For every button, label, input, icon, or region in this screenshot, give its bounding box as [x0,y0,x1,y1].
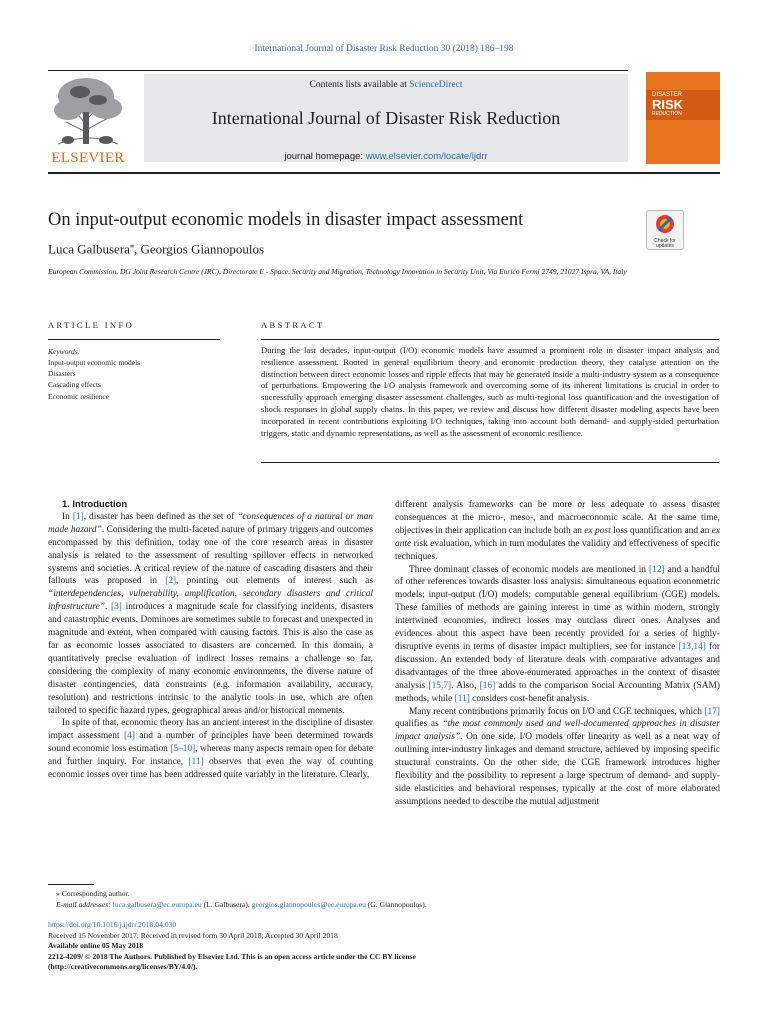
journal-masthead [144,74,628,162]
journal-title: International Journal of Disaster Risk Reduction [211,108,561,128]
available-online: Available online 05 May 2018 [48,941,144,951]
journal-reference[interactable]: International Journal of Disaster Risk Reduction 30 (2018) 186–198 [254,44,514,54]
paper-title: On input-output economic models in disaster impact assessment [48,210,524,230]
license-url[interactable]: (http://creativecommons.org/licenses/BY/4.0/). [48,962,198,972]
citation-link[interactable]: [11] [454,693,470,704]
check-for-updates-badge[interactable] [646,210,684,250]
citation-link[interactable]: [1] [72,511,84,522]
body-right-column [395,499,720,809]
corresponding-author-note: ⁎ Corresponding author. [56,889,130,898]
author-separator: , [133,241,141,257]
citation-link[interactable]: [2] [165,576,177,587]
citation-link[interactable]: [17] [704,706,720,717]
abstract-text: During the last decades, input-output (I/O) economic models have assumed a prominent role in disaster impact analysis and resilience assessment. Rooted in general equilibrium theory and economic production theory, they catalyse attention on the distinction between direct economic losses and ripple effects that may be generated inside a multi-industry system as a consequence of perturbations. Empowering the I/O analysis framework and overcoming some of its inherent limitations is crucial in order to successfully approach emerging disaster assessment challenges, such as multi-regional loss quantification and the investigation of shock responses in global supply chains. In this paper, we review and discuss how different disaster modeling aspects have been incorporated in recent contributions exploiting I/O techniques, taking into account both demand- and supply-sided perturbation triggers, static and dynamic representations, as well as the assessment of economic resilience. [261,345,719,438]
author-list [48,241,264,257]
affiliation: European Commission, DG Joint Research Centre (JRC), Directorate E - Space, Security and Migration, Technology Innovation in Security Unit, Via Enrico Fermi 2749, 21027 Ispra, VA, Italy [48,267,627,276]
check-updates-icon [655,214,675,234]
contents-prefix: Contents lists available at [309,80,410,90]
citation-link[interactable]: [3] [111,602,122,613]
footnote-rule [48,884,94,885]
keyword: Input-output economic models [48,358,141,367]
citation-link[interactable]: [12] [649,564,665,575]
corresponding-author-mark[interactable]: ⁎ [129,241,134,250]
article-info-heading: ARTICLE INFO [48,320,135,330]
paragraph: In spite of that, economic theory has an ancient interest in the discipline of disaster impact assessment [4] and a number of principles have been determined towards sound economic loss estimation [5–10], whereas many aspects remain open for debate and further inquiry. For instance, [11] observes that even the way of counting economic losses over time has been addressed quite variably in the literature. Clearly, [48,718,373,781]
footnotes [48,888,720,911]
journal-cover-thumbnail[interactable] [646,72,720,164]
citation-link[interactable]: [13,14] [678,641,706,652]
license-line: 2212-4209/ © 2018 The Authors. Published by Elsevier Ltd. This is an open access article under the CC BY license [48,951,416,961]
author-galbusera[interactable]: Luca Galbusera [48,241,130,257]
paragraph: different analysis frameworks can be more or less adequate to assess disaster consequences at the micro-, meso-, and macroeconomic scale. At the same time, objectives in their application can include both an ex post loss quantification and an ex ante risk evaluation, which in turn modulates the validity and effectiveness of specific techniques. [395,500,720,562]
check-updates-label: Check for updates [654,238,676,249]
email-link-giannopoulos[interactable]: georgios.giannopoulos@ec.europa.eu [251,900,366,910]
abstract-rule [261,339,719,340]
keyword: Economic resilience [48,391,110,401]
contents-available-line [144,80,628,90]
abstract-bottom-rule [261,462,719,463]
section-heading-introduction: 1. Introduction [62,498,128,509]
author-giannopoulos[interactable]: Georgios Giannopoulos [140,241,265,257]
citation-link[interactable]: [4] [124,731,135,742]
article-info-rule [48,339,220,340]
citation-link[interactable]: [15,7] [428,680,452,691]
keywords-label: Keywords: [48,347,81,356]
article-metadata [48,920,720,973]
publisher-logo-text: ELSEVIER [51,150,125,166]
email-link-galbusera[interactable]: luca.galbusera@ec.europa.eu [112,900,202,910]
doi-link[interactable]: https://doi.org/10.1016/j.ijdrr.2018.04.030 [48,920,177,929]
paragraph: Three dominant classes of economic models are mentioned in [12] and a handful of other references towards disaster loss analysis: simultaneous equation econometric models; input-output (I/O) models; computable general equilibrium (CGE) models. These families of methods are gaining interest in time as within modern, strongly intertwined economies, indirect losses may outclass direct ones. Analyses and evidences about this aspect have been recently provided for a series of highly-disruptive events in terms of disaster impact multipliers, see for instance [13,14] for discussion. An extended body of literature deals with comparative advantages and disadvantages of the three above-enumerated approaches in the context of disaster analysis [15,7]. Also, [16] adds to the comparison Social Accounting Matrix (SAM) methods, while [11] considers cost-benefit analysis. [395,564,720,704]
homepage-link[interactable]: www.elsevier.com/locate/ijdrr [365,151,488,162]
homepage-prefix: journal homepage: [284,151,366,162]
header-bottom-rule [48,172,720,174]
keyword: Cascading effects [48,380,101,390]
journal-homepage-line [144,151,628,162]
header-top-rule [48,70,628,71]
keyword: Disasters [48,369,76,379]
email-addresses: E-mail addresses: luca.galbusera@ec.europa.eu (L. Galbusera), georgios.giannopoulos@ec.europa.eu (G. Giannopoulos). [56,900,427,910]
keywords-list [48,357,140,402]
cover-line2: RISK [652,97,684,112]
received-dates: Received 15 November 2017; Received in revised form 30 April 2018; Accepted 30 April 2018 [48,930,338,940]
cover-line3: REDUCTION [652,111,682,117]
citation-link[interactable]: [11] [188,757,204,768]
body-left-column [48,498,373,782]
abstract-heading: ABSTRACT [261,320,325,330]
citation-link[interactable]: [16] [479,680,496,691]
paragraph: Many recent contributions primarily focus on I/O and CGE techniques, which [17] qualifies as “the most commonly used and well-documented approaches in disaster impact analysis”. On one side, I/O models offer linearity as well as a neat way of outlining inter-industry linkages and demand structure, achieved by imposing specific structural constraints. On the other side, the CGE framework introduces higher flexibility and the possibility to represent a large spectrum of demand- and supply-side elasticities and behavioral responses, typically at the cost of more elaborated assumptions needed to describe the mutual adjustment [395,706,720,807]
sciencedirect-link[interactable]: ScienceDirect [409,80,463,90]
cover-line1: DISASTER [652,92,683,98]
citation-link[interactable]: [5–10] [170,744,196,755]
paragraph: In [1], disaster has been defined as the set of “consequences of a natural or man made hazard”. Considering the multi-faceted nature of primary triggers and outcomes encompassed by this definition, today one of the core research areas in disaster analysis is related to the assessment of resulting spillover effects in networked systems and societies. A critical review of the nature of cascading disasters and their fallouts was proposed in [2], pointing out elements of interest such as “interdependencies, vulnerability, amplification, secondary disasters and critical infrastructure”. [3] introduces a magnitude scale for classifying incidents, disasters and catastrophic events. Dominoes are sometimes subtle to forecast and unexpected in magnitude and extent, when compared with causing factors. This is also the case as far as economic losses associated to disasters are concerned. In this domain, a quantitatively precise evaluation of indirect losses remains a challenge so far, considering the complexity of many economic environments, the diverse nature of disaster contingencies, data constraints (e.g. information availability, accuracy, resolution) and restrictions intrinsic to the analytic tools in use, which are often tailored to specific hazard types, geographical areas and/or historical moments. [48,511,373,716]
